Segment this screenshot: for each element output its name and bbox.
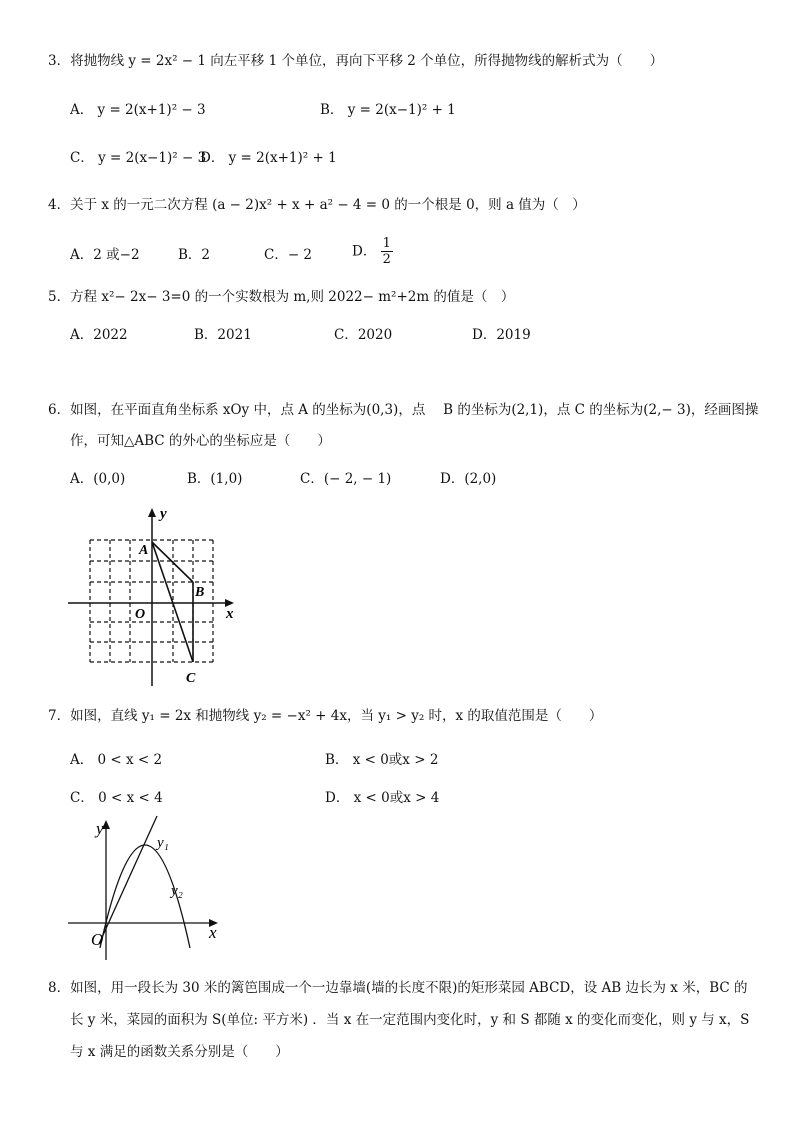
q7-function-figure: [62, 812, 227, 964]
origin-label: O: [135, 607, 146, 622]
q6-coordinate-figure: [62, 500, 252, 692]
q6-option-d: D．(2,0): [440, 471, 497, 487]
y-axis-label: y: [96, 819, 104, 838]
q4-stem: 4．关于 x 的一元二次方程 (a − 2)x² + x + a² − 4 = 0 的一个根是 0，则 a 值为（ ）: [48, 197, 586, 213]
q7-option-b: B． x < 0或x > 2: [325, 752, 439, 768]
q4-option-a: A．2 或−2: [70, 247, 140, 263]
y-axis-label: y: [160, 506, 167, 522]
point-a-label: A: [139, 543, 149, 558]
triangle-abc: [152, 542, 193, 662]
q3-option-a: A． y = 2(x+1)² − 3: [70, 102, 206, 118]
q6-stem-line-2: 作，可知△ABC 的外心的坐标应是（ ）: [70, 433, 331, 449]
fraction-numerator: 1: [382, 236, 391, 251]
q6-stem-line-1: 6．如图，在平面直角坐标系 xOy 中，点 A 的坐标为(0,3)，点 B 的坐标为(2,1)，点 C 的坐标为(2,− 3)，经画图操: [48, 402, 759, 418]
point-c-label: C: [186, 671, 196, 686]
q7-stem: 7．如图，直线 y₁ = 2x 和抛物线 y₂ = −x² + 4x，当 y₁ > y₂ 时，x 的取值范围是（ ）: [48, 708, 603, 724]
origin-label: O: [91, 930, 104, 949]
q3-stem: 3．将抛物线 y = 2x² − 1 向左平移 1 个单位，再向下平移 2 个单位，所得抛物线的解析式为（ ）: [48, 53, 664, 69]
q8-line-2: 长 y 米，菜园的面积为 S(单位: 平方米) ．当 x 在一定范围内变化时，y 和 S 都随 x 的变化而变化，则 y 与 x，S: [70, 1012, 750, 1028]
q6-option-b: B．(1,0): [187, 471, 243, 487]
q3-option-b: B． y = 2(x−1)² + 1: [320, 102, 456, 118]
x-axis-label: x: [226, 606, 234, 622]
q5-option-c: C．2020: [334, 327, 393, 343]
q4-option-c: C．− 2: [264, 247, 313, 263]
q3-option-d: D． y = 2(x+1)² + 1: [200, 150, 337, 166]
q4-option-d-fraction: [381, 236, 393, 267]
curve-label-y2: y₂: [171, 883, 183, 899]
q7-option-d: D． x < 0或x > 4: [325, 790, 440, 806]
fraction-denominator: 2: [382, 252, 391, 267]
q4-option-b: B．2: [178, 247, 211, 263]
q3-option-c: C． y = 2(x−1)² − 3: [70, 150, 207, 166]
q6-option-c: C．(− 2, − 1): [300, 471, 392, 487]
q8-line-1: 8．如图，用一段长为 30 米的篱笆围成一个一边靠墙(墙的长度不限)的矩形菜园 ABCD，设 AB 边长为 x 米，BC 的: [48, 980, 748, 996]
q5-option-d: D．2019: [472, 327, 531, 343]
q4-option-d-label: D．: [352, 243, 377, 260]
q8-line-3: 与 x 满足的函数关系分别是（ ）: [70, 1044, 289, 1060]
curve-label-y1: y₁: [157, 835, 169, 851]
q7-option-a: A． 0 < x < 2: [70, 752, 163, 768]
q6-option-a: A．(0,0): [70, 471, 126, 487]
q5-option-a: A．2022: [70, 327, 128, 343]
x-axis-label: x: [209, 923, 217, 942]
q7-option-c: C． 0 < x < 4: [70, 790, 163, 806]
q5-option-b: B．2021: [194, 327, 252, 343]
line-y1: [99, 816, 157, 944]
q4-option-d: [352, 236, 393, 267]
point-b-label: B: [195, 585, 205, 600]
y-axis-arrow-icon: [148, 508, 156, 517]
q5-stem: 5．方程 x²− 2x− 3=0 的一个实数根为 m,则 2022− m²+2m 的值是（ ）: [48, 289, 515, 305]
